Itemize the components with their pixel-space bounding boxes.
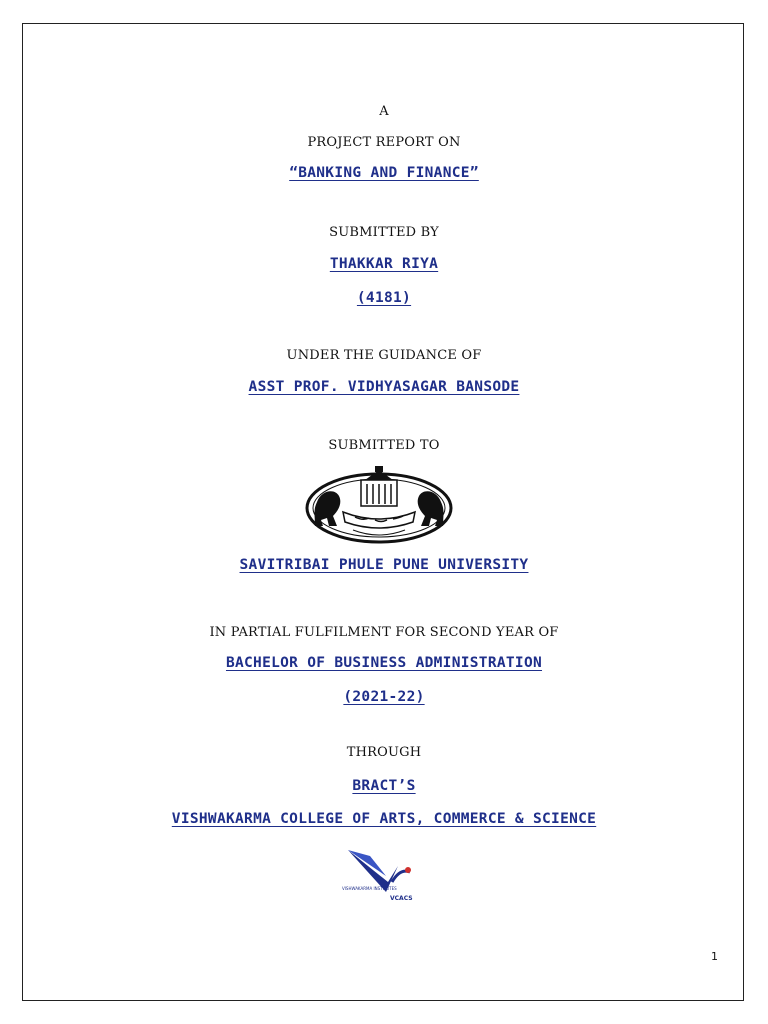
- through-label: THROUGH: [346, 745, 422, 760]
- college-name: VISHWAKARMA COLLEGE OF ARTS, COMMERCE & SCIENCE: [171, 811, 597, 827]
- submitted-to-label: SUBMITTED TO: [328, 438, 440, 453]
- student-name: THAKKAR RIYA: [329, 256, 439, 272]
- academic-year: (2021-22): [343, 689, 425, 705]
- fulfilment-label: IN PARTIAL FULFILMENT FOR SECOND YEAR OF: [209, 625, 559, 640]
- vcacs-logo-icon: [340, 846, 428, 902]
- university-seal-icon: [303, 466, 455, 546]
- roll-number: (4181): [356, 290, 412, 306]
- degree-name: BACHELOR OF BUSINESS ADMINISTRATION: [225, 655, 543, 671]
- line-a: A: [379, 104, 389, 119]
- college-logo-abbr: VCACS: [390, 895, 413, 902]
- university-name: SAVITRIBAI PHULE PUNE UNIVERSITY: [239, 557, 529, 573]
- organization-name: BRACT’S: [352, 778, 416, 794]
- report-heading: PROJECT REPORT ON: [307, 135, 461, 150]
- page-number: 1: [711, 950, 718, 963]
- submitted-by-label: SUBMITTED BY: [329, 225, 439, 240]
- report-title: “BANKING AND FINANCE”: [289, 165, 479, 181]
- guide-name: ASST PROF. VIDHYASAGAR BANSODE: [248, 379, 520, 395]
- college-logo-text: VISHWAKARMA INSTITUTES: [342, 886, 397, 891]
- guidance-label: UNDER THE GUIDANCE OF: [286, 348, 482, 363]
